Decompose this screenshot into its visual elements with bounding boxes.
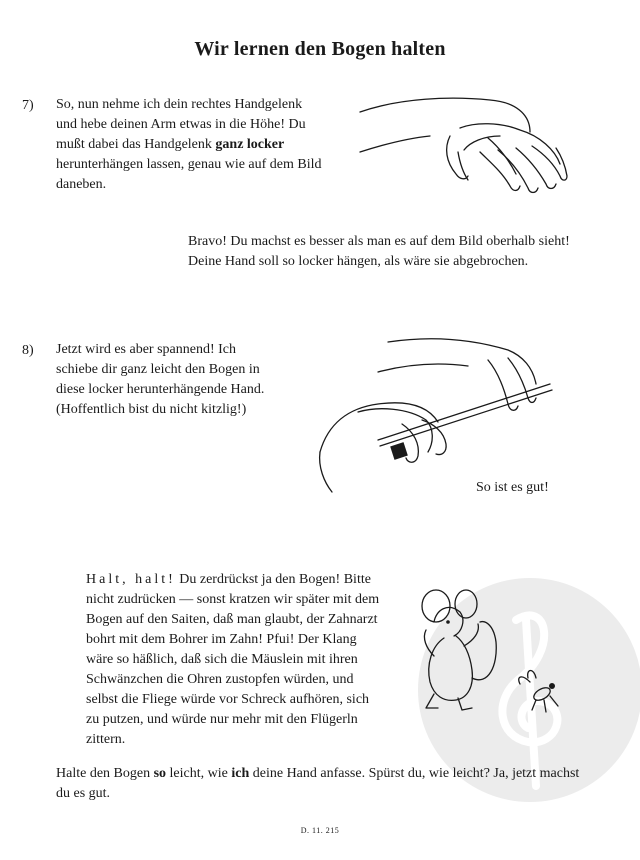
section-8-number: 8): [22, 343, 34, 358]
section-8-text: Jetzt wird es aber spannend! Ich schiebe dir ganz leicht den Bogen in diese locker herunterhängende Hand. (Hoffentlich bist du nicht kitzlig!): [56, 342, 265, 417]
page-title: Wir lernen den Bogen halten: [194, 38, 446, 60]
bow-in-hand-illustration: [318, 332, 568, 492]
halt-exclamation: Halt, halt!: [86, 572, 176, 587]
halt-paragraph: [86, 570, 384, 750]
section-7-number: 7): [22, 98, 34, 113]
bravo-line-1: Bravo! Du machst es besser als man es auf dem Bild oberhalb sieht!: [188, 234, 570, 249]
section-7-text-b: herunterhängen lassen, genau wie auf dem Bild daneben.: [56, 157, 322, 192]
hand-wrist-illustration: [360, 92, 590, 207]
section-7-bravo: [188, 232, 608, 272]
section-7-text-bold: ganz locker: [215, 137, 285, 152]
closing-paragraph: [56, 764, 596, 804]
closing-part-2: leicht, wie: [166, 766, 232, 781]
bravo-line-2: Deine Hand soll so locker hängen, als wäre sie abgebrochen.: [188, 254, 529, 269]
closing-part-3: deine Hand anfasse. Spürst du, wie leicht? Ja, jetzt machst du es gut.: [56, 766, 580, 801]
closing-part-1: Halte den Bogen: [56, 766, 154, 781]
halt-text: Du zerdrückst ja den Bogen! Bitte nicht zudrücken — sonst kratzen wir später mit dem Bogen auf den Saiten, daß man glaubt, der Zahnarzt bohrt mit dem Bohrer im Zahn! Pfui! Der Klang wäre so häßlich, daß sich die Mäuslein mit ihren Schwänzchen die Ohren zustopfen würden, und selbst die Fliege würde vor Schreck aufhören, sich zu putzen, und würde nur mehr mit den Flügerln zittern.: [86, 572, 380, 747]
mouse-and-fly-illustration: [404, 582, 574, 722]
section-8-caption: So ist es gut!: [476, 480, 549, 495]
section-7-text-a: So, nun nehme ich dein rechtes Handgelenk und hebe deinen Arm etwas in die Höhe! Du mußt dabei das Handgelenk: [56, 97, 306, 152]
section-7-text: [56, 95, 326, 195]
page-footer-code: D. 11. 215: [300, 826, 340, 835]
closing-bold-ich: ich: [231, 766, 250, 781]
closing-bold-so: so: [153, 766, 167, 781]
